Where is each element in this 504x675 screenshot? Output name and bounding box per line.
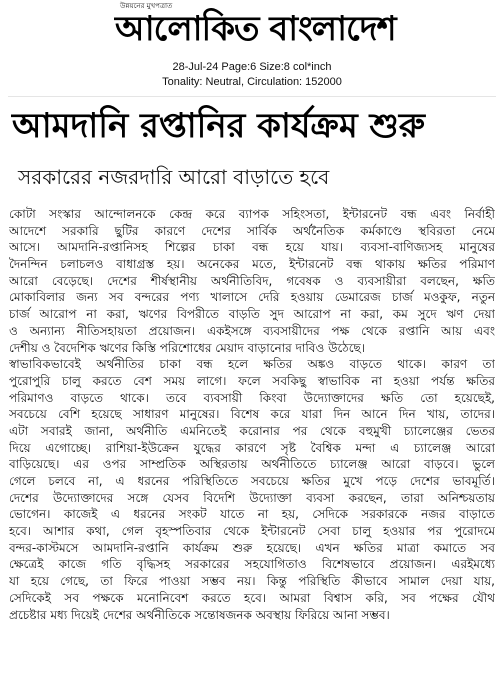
newspaper-logo: আলোকিত বাংলাদেশ bbox=[115, 9, 396, 49]
article-body-line: আসে। আমদানি-রপ্তানিসহ শিল্পের চাকা বন্ধ হয়ে যায়। ব্যবসা-বাণিজ্যসহ মানুষের bbox=[9, 240, 495, 255]
article-body-line: সবচেয়ে বেশি হয়েছে সাধারণ মানুষের। বিশেষ করে যারা দিন আনে দিন খায়, তাদের। bbox=[9, 407, 495, 422]
masthead bbox=[0, 0, 504, 56]
article-body-line: বন্দর-কাস্টমসে আমদানি-রপ্তানি কার্যক্রম শুরু হয়েছে। এখন ক্ষতির মাত্রা কমাতে সব bbox=[9, 540, 495, 555]
article-body-line: দেশের উদ্যোক্তাদের সঙ্গে যেসব বিদেশি উদ্যোক্তা ব্যবসা করছেন, তারা অনিশ্চয়তায় bbox=[9, 490, 495, 505]
article-body-line: এটা সবারই জানা, অর্থনীতি এমনিতেই করোনার পর থেকে বহুমুখী চ্যালেঞ্জের ভেতর bbox=[9, 423, 495, 438]
article-body-line: আদেশে সরকারি ছুটির কারণে দেশের সার্বিক অর্থনৈতিক কর্মকাণ্ডে স্থবিরতা নেমে bbox=[9, 223, 495, 238]
article-headline: আমদানি রপ্তানির কার্যক্রম শুরু bbox=[12, 106, 425, 146]
article-body-line: হবে। আশার কথা, গেল বৃহস্পতিবার থেকে ইন্টারনেট সেবা চালু হওয়ার পর পুরোদমে bbox=[9, 524, 495, 539]
masthead-tagline: উন্নয়নের মুখপত্রাত bbox=[120, 2, 173, 10]
article-body-line: প্রচেষ্টার মধ্য দিয়েই দেশের অর্থনীতিকে সন্তোষজনক অবস্থায় ফিরিয়ে আনা সম্ভব। bbox=[9, 607, 390, 622]
article-body-line: দৈনন্দিন চলাচলও বাধাগ্রস্ত হয়। অনেকের মতে, ইন্টারনেট বন্ধ থাকায় ক্ষতির পরিমাণ bbox=[9, 257, 495, 272]
article-body-line: চার্জ আরোপ না করা, ঋণের বিপরীতে বাড়তি সুদ আরোপ না করা, কম সুদে ঋণ দেয়া bbox=[9, 307, 495, 322]
article-body-line: যা হয়ে গেছে, তা ফিরে পাওয়া সম্ভব নয়। কিন্তু পরিস্থিতি কীভাবে সামাল দেয়া যায়, bbox=[9, 574, 495, 589]
article-body-line: বাড়িয়েছে। এর ওপর সাম্প্রতিক অস্থিরতায় অর্থনীতিতে চ্যালেঞ্জ আরো বাড়বে। ভুলে bbox=[9, 457, 495, 472]
clip-tonality-circulation: Tonality: Neutral, Circulation: 152000 bbox=[162, 76, 342, 88]
article-body-line: স্বাভাবিকভাবেই অর্থনীতির চাকা বন্ধ হলে ক্ষতির অঙ্কও বাড়তে থাকে। কারণ তা bbox=[9, 357, 495, 372]
article-body-line: ক্ষেত্রেই কাজে গতি বৃদ্ধিসহ সরকারের সহযোগিতাও বিশেষভাবে প্রয়োজন। এরইমধ্যে bbox=[9, 557, 495, 572]
article-body-line: ও অন্যান্য নীতিসহায়তা প্রয়োজন। একইসঙ্গে ব্যবসায়ীদের পক্ষ থেকে রপ্তানি আয় এবং bbox=[9, 323, 495, 338]
article-body-line: মোকাবিলার জন্য সব বন্দরের পণ্য খালাসে দেরি হওয়ায় ডেমারেজ চার্জ মওকুফ, নতুন bbox=[9, 290, 495, 305]
clip-date-page-size: 28-Jul-24 Page:6 Size:8 col*inch bbox=[172, 61, 332, 73]
article-body-line: দেশীয় ও বৈদেশিক ঋণের কিস্তি পরিশোধের মেয়াদ বাড়ানোর দাবিও উঠেছে। bbox=[9, 340, 366, 355]
divider bbox=[8, 96, 496, 97]
article-body-line: ভোগেন। কাজেই এ ধরনের সংকট যাতে না হয়, সেদিকে সরকারকে নজর বাড়াতে bbox=[9, 507, 495, 522]
article-body-line: আরো বেড়েছে। দেশের শীর্ষস্থানীয় অর্থনীতিবিদ, গবেষক ও ব্যবসায়ীরা বলছেন, ক্ষতি bbox=[9, 273, 495, 288]
article-body-line: দিয়ে এগোচ্ছে। রাশিয়া-ইউক্রেন যুদ্ধের কারণে সৃষ্ট বৈশ্বিক মন্দা এ চ্যালেঞ্জ আরো bbox=[9, 440, 495, 455]
article-body bbox=[9, 206, 495, 623]
article-body-line: কোটা সংস্কার আন্দোলনকে কেন্দ্র করে ব্যাপক সহিংসতা, ইন্টারনেট বন্ধ এবং নির্বাহী bbox=[9, 207, 495, 221]
article-body-line: গেলে চলবে না, এ ধরনের পরিস্থিতিতে সবচেয়ে ক্ষতির মুখে পড়ে দেশের ভাবমূর্তি। bbox=[9, 474, 495, 488]
article-subheadline: সরকারের নজরদারি আরো বাড়াতে হবে bbox=[18, 165, 330, 189]
article-body-line: পুরোপুরি চালু করতে বেশ সময় লাগে। ফলে সবকিছু স্বাভাবিক না হওয়া পর্যন্ত ক্ষতির bbox=[9, 373, 495, 388]
article-body-line: সেদিকেই সব পক্ষকে মনোনিবেশ করতে হবে। আমরা বিশ্বাস করি, সব পক্ষের যৌথ bbox=[9, 590, 495, 605]
article-body-line: পরিমাণও বাড়তে থাকে। তবে ব্যবসায়ী কিংবা উদ্যোক্তাদের ক্ষতি তো হয়েছেই, bbox=[9, 390, 495, 405]
